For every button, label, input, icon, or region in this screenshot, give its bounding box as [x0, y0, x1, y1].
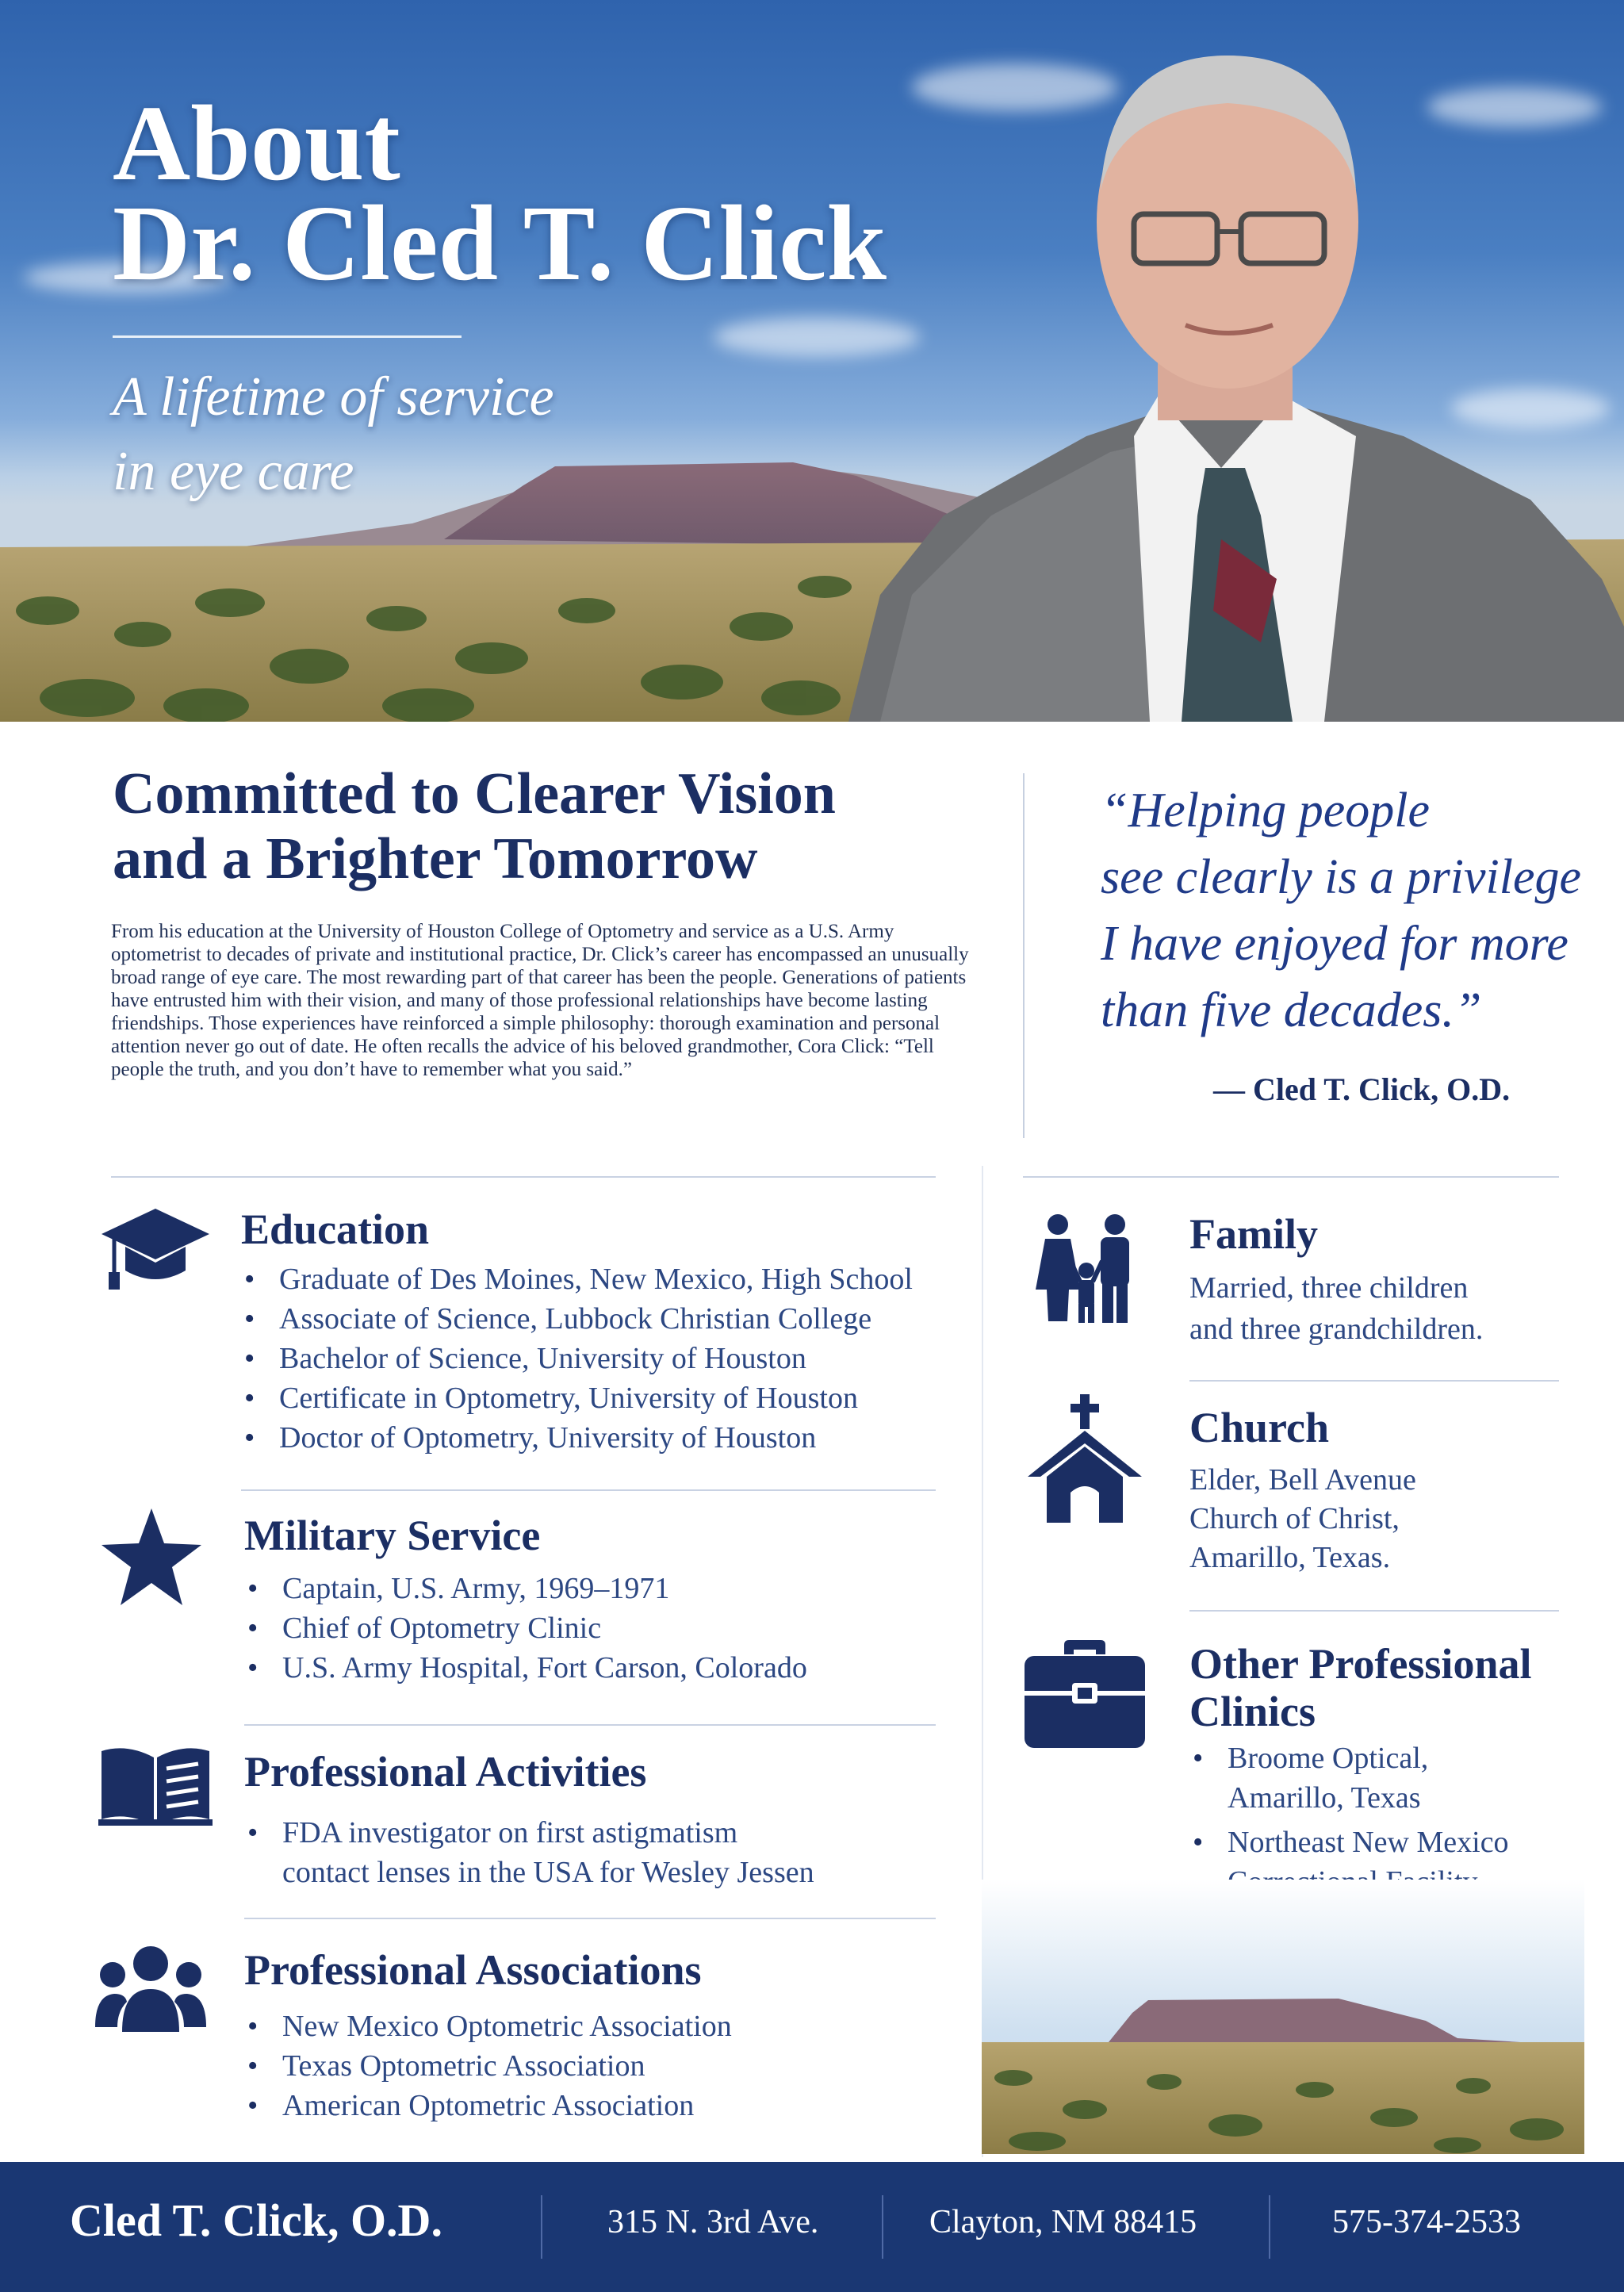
church-line1: Elder, Bell Avenue [1189, 1463, 1416, 1497]
clinics-title-line1: Other Professional [1189, 1640, 1532, 1688]
section-divider [244, 1918, 936, 1919]
section-divider [111, 1176, 936, 1178]
family-line2: and three grandchildren. [1189, 1313, 1484, 1346]
mesa-landscape-thumbnail [982, 1880, 1584, 2154]
intro-paragraph: From his education at the University of Houston College of Optometry and service as a U.S. Army optometrist to decades of private and institutional practice, Dr. Click’s career has encompassed an unusually broad range of eye care. The most rewarding part of that career has been the people. Generations of patients have entrusted him with their vision, and many of those professional relationships have become lasting friendships. Those experiences have reinforced a simple philosophy: thorough examination and personal attention never go out of date. He often recalls the advice of his beloved grandmother, Cora Click: “Tell people the truth, and you don’t have to remember what you said.” [111, 921, 969, 1080]
quote-attribution: — Cled T. Click, O.D. [1213, 1071, 1511, 1107]
footer-separator [1269, 2195, 1270, 2259]
associations-list [244, 2006, 732, 2125]
list-item: • Associate of Science, Lubbock Christian College [241, 1299, 913, 1339]
list-item [1189, 1738, 1509, 1818]
church-line3: Amarillo, Texas. [1189, 1541, 1391, 1574]
family-text [1189, 1267, 1483, 1350]
title-divider [113, 335, 462, 338]
church-text [1189, 1461, 1416, 1577]
footer-name: Cled T. Click, O.D. [70, 2194, 442, 2246]
page-title-line1: About [113, 84, 400, 203]
section-divider [1189, 1610, 1559, 1612]
clinics-title-line2: Clinics [1189, 1688, 1316, 1735]
clinic2-line1: Northeast New Mexico [1228, 1826, 1509, 1859]
quote-line1: “Helping people [1101, 784, 1430, 837]
intro-heading [113, 761, 836, 891]
clinic1-line1: Broome Optical, [1228, 1742, 1429, 1775]
church-line2: Church of Christ, [1189, 1502, 1400, 1535]
list-item: • Texas Optometric Association [244, 2046, 732, 2086]
activities-list [244, 1813, 814, 1892]
section-divider [1189, 1380, 1559, 1382]
quote-line4: than five decades.” [1101, 983, 1482, 1037]
list-item: • Doctor of Optometry, University of Houston [241, 1418, 913, 1458]
military-list [244, 1569, 807, 1688]
military-title: Military Service [244, 1512, 541, 1559]
clinics-title [1189, 1640, 1531, 1735]
footer-phone: 575-374-2533 [1332, 2204, 1521, 2240]
hero-subtitle-line1: A lifetime of service [113, 366, 554, 427]
list-item: • New Mexico Optometric Association [244, 2006, 732, 2046]
activity-line1: FDA investigator on first astigmatism [282, 1816, 738, 1849]
list-item: • U.S. Army Hospital, Fort Carson, Colorado [244, 1648, 807, 1688]
section-divider [244, 1724, 936, 1726]
list-item: • Graduate of Des Moines, New Mexico, High School [241, 1259, 913, 1299]
activity-line2: contact lenses in the USA for Wesley Jessen [282, 1856, 814, 1889]
quote-line3: I have enjoyed for more [1101, 917, 1568, 971]
list-item: • Certificate in Optometry, University of Houston [241, 1378, 913, 1418]
briefcase-icon [1023, 1639, 1147, 1750]
list-item [244, 1813, 814, 1892]
footer-separator [882, 2195, 883, 2259]
list-item: • Captain, U.S. Army, 1969–1971 [244, 1569, 807, 1608]
footer-separator [541, 2195, 542, 2259]
hero-subtitle-line2: in eye care [113, 441, 354, 502]
church-title: Church [1189, 1404, 1330, 1451]
quote-line2: see clearly is a privilege [1101, 850, 1582, 904]
footer-city: Clayton, NM 88415 [929, 2204, 1197, 2240]
open-book-icon [98, 1743, 213, 1829]
section-divider [241, 1489, 936, 1491]
people-group-icon [95, 1945, 206, 2033]
footer-address: 315 N. 3rd Ave. [607, 2204, 819, 2240]
family-line1: Married, three children [1189, 1271, 1469, 1305]
doctor-portrait [848, 24, 1624, 722]
list-item: • Chief of Optometry Clinic [244, 1608, 807, 1648]
education-title: Education [241, 1205, 430, 1253]
activities-title: Professional Activities [244, 1748, 647, 1796]
church-icon [1023, 1394, 1147, 1524]
pull-quote [1101, 777, 1592, 1044]
graduation-cap-icon [100, 1205, 211, 1293]
page-title [113, 84, 887, 303]
quote-divider [1023, 773, 1025, 1138]
education-list [241, 1259, 913, 1458]
hero-subtitle [113, 360, 554, 509]
section-divider [1023, 1176, 1559, 1178]
associations-title: Professional Associations [244, 1946, 702, 1994]
intro-heading-line2: and a Brighter Tomorrow [113, 826, 758, 891]
list-item: • Bachelor of Science, University of Houston [241, 1339, 913, 1378]
page-title-line2: Dr. Cled T. Click [113, 184, 887, 303]
intro-heading-line1: Committed to Clearer Vision [113, 761, 836, 826]
star-icon [98, 1507, 205, 1608]
family-icon [1031, 1213, 1142, 1324]
clinic1-line2: Amarillo, Texas [1228, 1781, 1421, 1815]
list-item: • American Optometric Association [244, 2086, 732, 2125]
family-title: Family [1189, 1210, 1318, 1258]
